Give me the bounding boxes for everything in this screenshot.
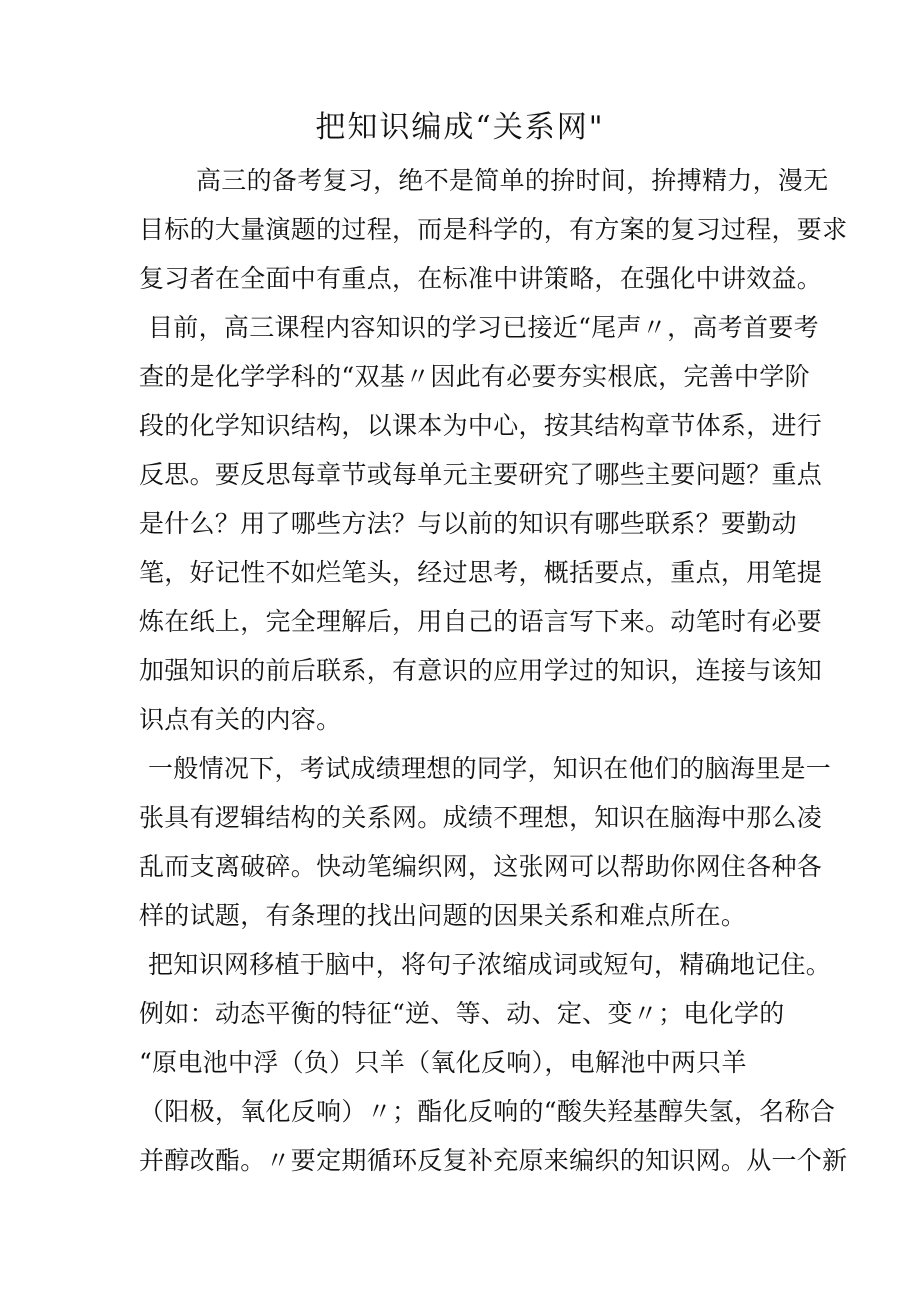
text-line: 识点有关的内容。	[139, 705, 342, 734]
text-line: “原电池中浮（负）只羊（氧化反响），电解池中两只羊	[139, 1048, 747, 1077]
text-line: 并醇改酯。〃要定期循环反复补充原来编织的知识网。从一个新	[139, 1146, 848, 1175]
text-line: 目前，高三课程内容知识的学习已接近“尾声〃，高考首要考	[148, 313, 819, 342]
text-line: 复习者在全面中有重点，在标准中讲策略，在强化中讲效益。	[139, 264, 823, 293]
text-line: 例如：动态平衡的特征“逆、等、动、定、变〃；电化学的	[139, 999, 785, 1028]
text-line: 一般情况下，考试成绩理想的同学，知识在他们的脑海里是一	[148, 754, 832, 783]
text-line: 段的化学知识结构，以课本为中心，按其结构章节体系，进行	[139, 411, 823, 440]
text-line: 把知识网移植于脑中，将句子浓缩成词或短句，精确地记住。	[148, 950, 832, 979]
document-title: 把知识编成“关系网"	[315, 110, 605, 145]
text-line: 是什么？用了哪些方法？与以前的知识有哪些联系？要勤动	[139, 509, 797, 538]
text-line: 张具有逻辑结构的关系网。成绩不理想，知识在脑海中那么凌	[139, 803, 823, 832]
text-line: 查的是化学学科的“双基〃因此有必要夯实根底，完善中学阶	[139, 362, 810, 391]
text-line: （阳极，氧化反响）〃；酯化反响的“酸失羟基醇失氢，名称合	[139, 1097, 836, 1126]
text-line: 炼在纸上，完全理解后，用自己的语言写下来。动笔时有必要	[139, 607, 823, 636]
text-line: 笔，好记性不如烂笔头，经过思考，概括要点，重点，用笔提	[139, 558, 823, 587]
text-line: 目标的大量演题的过程，而是科学的，有方案的复习过程，要求	[139, 215, 848, 244]
text-line: 加强知识的前后联系，有意识的应用学过的知识，连接与该知	[139, 656, 823, 685]
text-line: 反思。要反思每章节或每单元主要研究了哪些主要问题？重点	[139, 460, 823, 489]
text-line: 高三的备考复习，绝不是简单的拚时间，拚搏精力，漫无	[196, 166, 829, 195]
text-line: 样的试题，有条理的找出问题的因果关系和难点所在。	[139, 901, 747, 930]
text-line: 乱而支离破碎。快动笔编织网，这张网可以帮助你网住各种各	[139, 852, 823, 881]
